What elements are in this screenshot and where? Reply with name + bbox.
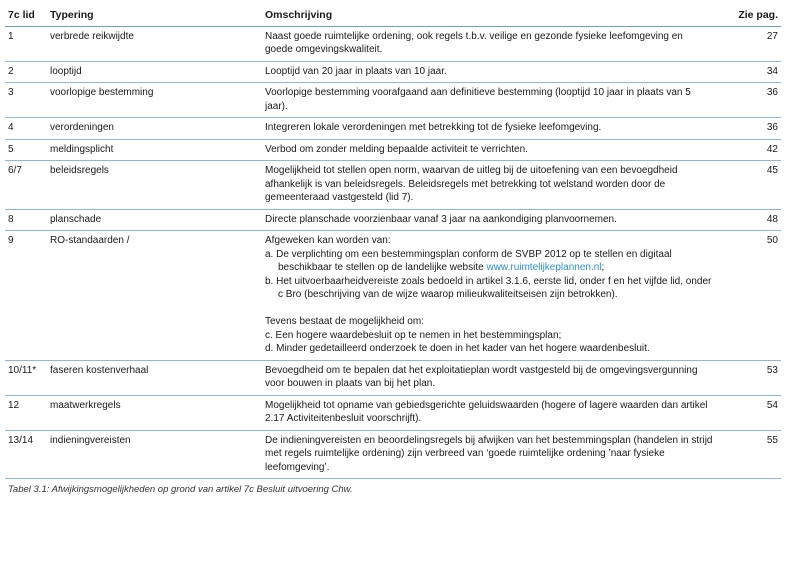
list-item: b. Het uitvoerbaarheidvereiste zoals bedoeld in artikel 3.1.6, eerste lid, onder f en het vijfde lid, onder c Bro (beschrijving van de wijze waarop milieukwaliteitseisen zijn betrokken).: [265, 275, 712, 300]
cell-omschrijving: Verbod om zonder melding bepaalde activiteit te verrichten.: [262, 139, 716, 161]
table-row: [5, 61, 781, 83]
table-row: [5, 26, 781, 61]
cell-page: 50: [716, 231, 781, 361]
cell-typering: meldingsplicht: [47, 139, 262, 161]
cell-omschrijving: Looptijd van 20 jaar in plaats van 10 jaar.: [262, 61, 716, 83]
table-row: [5, 395, 781, 430]
cell-lid: 1: [5, 26, 47, 61]
cell-page: 34: [716, 61, 781, 83]
cell-typering: faseren kostenverhaal: [47, 360, 262, 395]
cell-page: 27: [716, 26, 781, 61]
cell-lid: 10/11*: [5, 360, 47, 395]
table-caption: Tabel 3.1: Afwijkingsmogelijkheden op grond van artikel 7c Besluit uitvoering Chw.: [8, 484, 353, 495]
row9-intro2: Tevens bestaat de mogelijkheid om:: [265, 316, 424, 327]
cell-lid: 5: [5, 139, 47, 161]
cell-omschrijving: Naast goede ruimtelijke ordening, ook regels t.b.v. veilige en gezonde fysieke leefomgeving en goede omgevingskwaliteit.: [262, 26, 716, 61]
cell-lid: 9: [5, 231, 47, 361]
cell-omschrijving: Mogelijkheid tot stellen open norm, waarvan de uitleg bij de uitoefening van een bevoegdheid afhankelijk is van beleidsregels. Beleidsregels met betrekking tot welstand worden door de gemeenteraad vastgesteld (lid 7).: [262, 161, 716, 210]
header-page: Zie pag.: [716, 8, 781, 26]
row9-list-2: [265, 329, 713, 356]
cell-typering: voorlopige bestemming: [47, 83, 262, 118]
cell-lid: 8: [5, 209, 47, 231]
table-row: [5, 430, 781, 479]
list-item: [265, 248, 713, 275]
cell-lid: 2: [5, 61, 47, 83]
list-item: c. Een hogere waardebesluit op te nemen in het bestemmingsplan;: [265, 329, 562, 341]
cell-omschrijving: [262, 231, 716, 361]
cell-omschrijving: Mogelijkheid tot opname van gebiedsgerichte geluidswaarden (hogere of lagere waarden dan artikel 2.17 Activiteitenbesluit voorschrijft).: [262, 395, 716, 430]
header-omschrijving: Omschrijving: [262, 8, 716, 26]
cell-lid: 4: [5, 118, 47, 140]
row9-list-1: [265, 248, 713, 302]
cell-lid: 6/7: [5, 161, 47, 210]
header-lid: 7c lid: [5, 8, 47, 26]
cell-typering: verbrede reikwijdte: [47, 26, 262, 61]
cell-omschrijving: Voorlopige bestemming voorafgaand aan definitieve bestemming (looptijd 10 jaar in plaats van 5 jaar).: [262, 83, 716, 118]
row9-intro: Afgeweken kan worden van:: [265, 235, 391, 246]
table-row: [5, 209, 781, 231]
cell-page: 45: [716, 161, 781, 210]
cell-page: 42: [716, 139, 781, 161]
cell-typering: looptijd: [47, 61, 262, 83]
table-row: [5, 161, 781, 210]
item-a-end: ;: [601, 262, 605, 273]
cell-page: 53: [716, 360, 781, 395]
item-a-text: a. De verplichting om een bestemmingsplan conform de SVBP 2012 op te stellen en digitaal beschikbaar te stellen op de landelijke website: [265, 248, 672, 273]
list-item: d. Minder gedetailleerd onderzoek te doen in het kader van het hogere waardenbesluit.: [265, 343, 650, 354]
cell-typering: planschade: [47, 209, 262, 231]
cell-typering: indieningvereisten: [47, 430, 262, 479]
cell-page: 54: [716, 395, 781, 430]
cell-typering: verordeningen: [47, 118, 262, 140]
cell-lid: 12: [5, 395, 47, 430]
cell-typering: RO-standaarden /: [47, 231, 262, 361]
cell-lid: 3: [5, 83, 47, 118]
document: [5, 8, 781, 497]
table-row: [5, 231, 781, 361]
header-typering: Typering: [47, 8, 262, 26]
cell-page: 36: [716, 118, 781, 140]
ruimtelijkeplannen-link[interactable]: www.ruimtelijkeplannen.nl: [486, 262, 602, 273]
table-row: [5, 139, 781, 161]
cell-omschrijving: De indieningvereisten en beoordelingsregels bij afwijken van het bestemmingsplan (handelen in strijd met regels ruimtelijke ordening) zijn verbreed van ‘goede ruimtelijke ordening ’naar fysieke leefomgeving’.: [262, 430, 716, 479]
table-row: [5, 360, 781, 395]
cell-typering: beleidsregels: [47, 161, 262, 210]
cell-lid: 13/14: [5, 430, 47, 479]
cell-typering: maatwerkregels: [47, 395, 262, 430]
cell-omschrijving: Integreren lokale verordeningen met betrekking tot de fysieke leefomgeving.: [262, 118, 716, 140]
cell-page: 36: [716, 83, 781, 118]
cell-omschrijving: Bevoegdheid om te bepalen dat het exploitatieplan wordt vastgesteld bij de omgevingsvergunning voor bouwen in plaats van bij het plan.: [262, 360, 716, 395]
table-header-row: [5, 8, 781, 26]
table-row: [5, 83, 781, 118]
cell-page: 55: [716, 430, 781, 479]
table-row: [5, 118, 781, 140]
deviation-table: [5, 8, 781, 479]
cell-page: 48: [716, 209, 781, 231]
cell-omschrijving: Directe planschade voorzienbaar vanaf 3 jaar na aankondiging planvoornemen.: [262, 209, 716, 231]
